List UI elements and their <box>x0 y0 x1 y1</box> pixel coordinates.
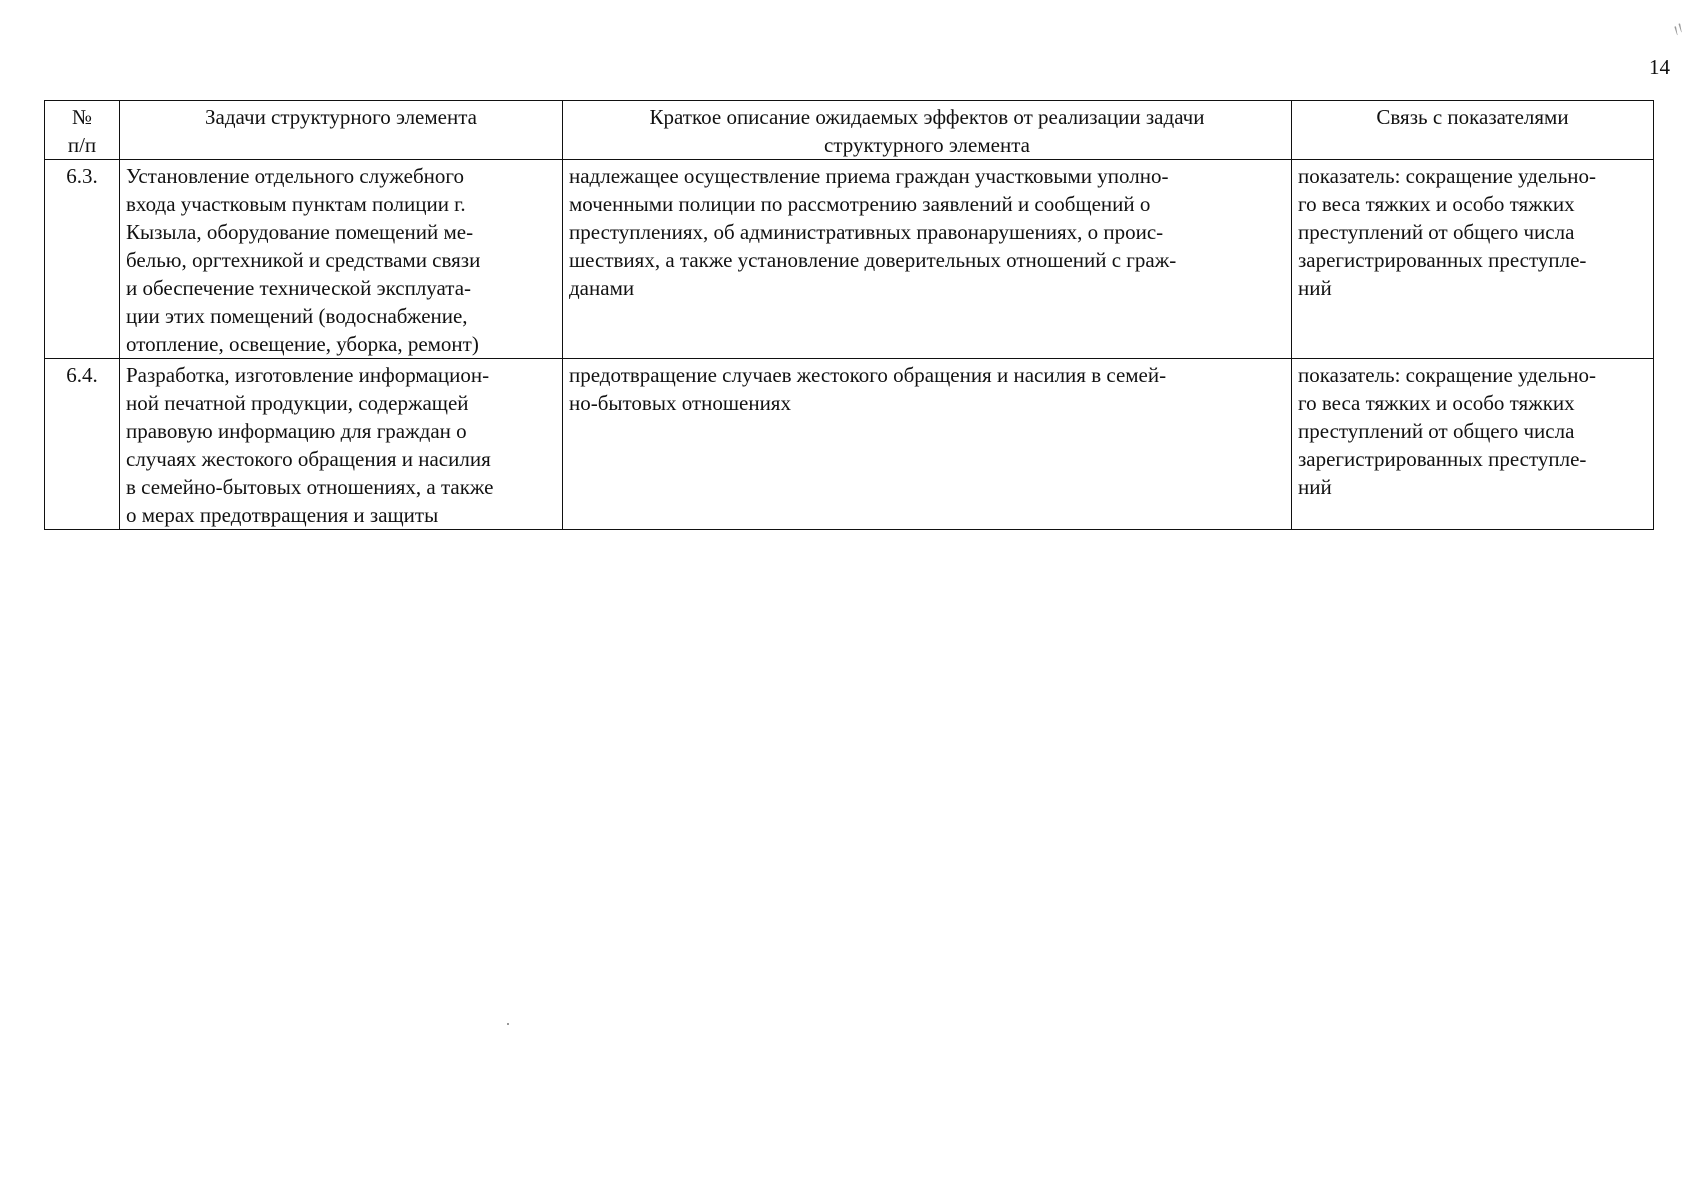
header-link-text: Связь с показателями <box>1376 105 1569 129</box>
table-row <box>45 359 1654 530</box>
row-task: Установление отдельного служебного входа участковым пунктам полиции г. Кызыла, оборудование помещений ме- белью, оргтехникой и средствами связи и обеспечение технической эксплуата- ции этих помещений (водоснабжение, отопление, освещение, уборка, ремонт) <box>126 164 481 356</box>
row-task: Разработка, изготовление информацион- ной печатной продукции, содержащей правовую информацию для граждан о случаях жестокого обращения и насилия в семейно-бытовых отношениях, а также о мерах предотвращения и защиты <box>126 363 494 527</box>
table-header-row <box>45 101 1654 160</box>
row-task-cell <box>120 160 563 359</box>
scan-speck <box>507 1023 509 1025</box>
header-num-text: № п/п <box>67 105 97 157</box>
row-link: показатель: сокращение удельно- го веса тяжких и особо тяжких преступлений от общего числа зарегистрированных преступле- ний <box>1298 164 1597 300</box>
row-description: надлежащее осуществление приема граждан участковыми уполно- моченными полиции по рассмотрению заявлений и сообщений о преступлениях, об административных правонарушениях, о проис- шествиях, а также установление доверительных отношений с граж- данами <box>569 164 1177 300</box>
header-task-text: Задачи структурного элемента <box>205 105 477 129</box>
row-description-cell <box>563 160 1292 359</box>
header-description-text: Краткое описание ожидаемых эффектов от реализации задачи структурного элемента <box>649 105 1205 157</box>
row-link-cell <box>1292 160 1654 359</box>
header-link <box>1292 101 1654 160</box>
scan-mark: 〃 <box>1665 16 1693 44</box>
row-num-cell <box>45 160 120 359</box>
page-number: 14 <box>1649 55 1670 79</box>
row-num: 6.3. <box>66 164 98 188</box>
structural-element-tasks-table <box>44 100 1654 530</box>
header-task <box>120 101 563 160</box>
row-description-cell <box>563 359 1292 530</box>
table-row <box>45 160 1654 359</box>
row-num-cell <box>45 359 120 530</box>
header-num <box>45 101 120 160</box>
row-description: предотвращение случаев жестокого обращения и насилия в семей- но-бытовых отношениях <box>569 363 1167 415</box>
row-num: 6.4. <box>66 363 98 387</box>
header-description <box>563 101 1292 160</box>
row-link: показатель: сокращение удельно- го веса тяжких и особо тяжких преступлений от общего числа зарегистрированных преступле- ний <box>1298 363 1597 499</box>
row-link-cell <box>1292 359 1654 530</box>
row-task-cell <box>120 359 563 530</box>
